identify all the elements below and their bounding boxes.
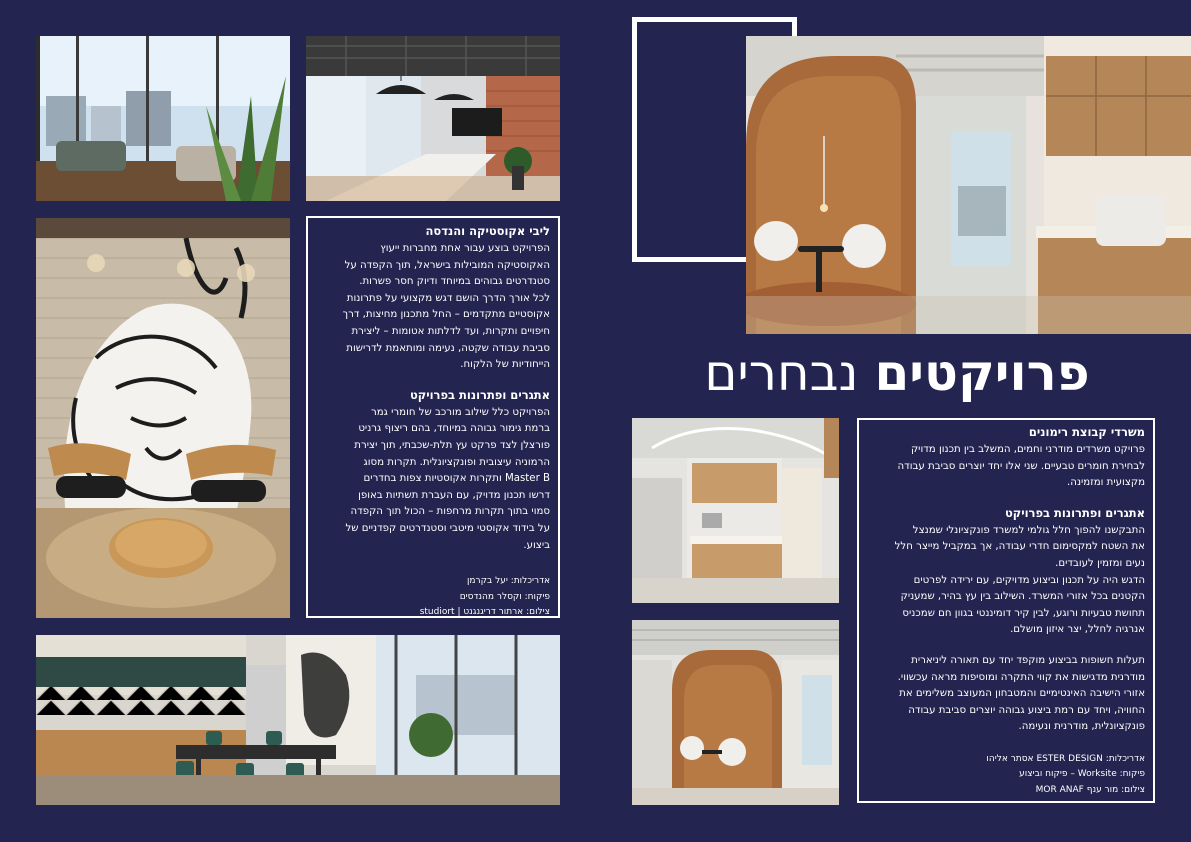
credit-line: אדריכלות: ESTER DESIGN אסתר אליהו <box>986 753 1145 764</box>
challenges-line: פורצלן לצד פרקט עץ תלת-שכבתי, תוך יצירת <box>354 439 550 451</box>
credit-line: צילום: ארתור דריגנגנט | studiort <box>419 607 550 618</box>
challenges-line: דרשו תכנון מדויק, עם העברת תשתיות באופן <box>358 489 550 501</box>
credits <box>867 752 1145 799</box>
challenges-line: הפרויקט כלל שילוב מורכב של חומרי גמר <box>371 406 550 418</box>
page-title <box>672 333 1122 413</box>
intro-line: סביבת עבודה שקטה, נעימה ומותאמת לדרישות <box>346 342 550 354</box>
intro-line: סטנדרטים גבוהים במיוחד ודיוק חסר פשרות. <box>359 276 550 288</box>
challenges-line: סמוי בתוך תקרות מרחפות – הכול תוך הקפדה <box>350 506 550 518</box>
challenges-heading: אתגרים ופתרונות בפרויקט <box>1004 505 1145 520</box>
challenges-line: את השטח למקסימום חדרי עבודה, אך במקביל מייצר חלל <box>894 541 1145 553</box>
credit-line: פיקוח: וקסלר מהנדסים <box>459 591 550 602</box>
intro-line: לבחירת חומרים טבעיים. שני אלו יחד יוצרים סביבת עבודה <box>897 460 1145 472</box>
intro-line: הייחודיות של הלקוח. <box>460 359 550 371</box>
credit-line: פיקוח: Worksite – פיקוח וביצוע <box>1019 769 1145 780</box>
challenges-line: הרמוניה עיצובית ופונקציונלית. תקרות מסוג <box>363 456 550 468</box>
challenges-line: תחושת טבעיות ורוגע, לבין קיר דומיננטי בגוון חם שמכניס <box>902 607 1145 619</box>
challenges-line: נעים ומזמין לעובדים. <box>1055 557 1145 569</box>
challenges-line: התבקשנו להפוך חלל גולמי למשרד פונקציונלי שמנצל <box>912 524 1145 536</box>
challenges-line: ברמת גימור גבוהה במיוחד, בהם ריצוף גרניט <box>358 423 550 435</box>
credits <box>316 574 550 621</box>
credit-line: צילום: מור ענף MOR ANAF <box>1035 784 1145 795</box>
photo-booth <box>632 620 839 805</box>
challenges-heading: אתגרים ופתרונות בפרויקט <box>409 387 550 402</box>
photo-lounge-window <box>36 36 290 201</box>
extra-line: תעלות חשופות בביצוע מוקפד יחד עם תאורה ליניארית <box>911 654 1145 666</box>
challenges-line: ביצוע. <box>523 539 550 551</box>
project-rimonim-textbox <box>857 418 1155 803</box>
intro-line: חיפויים ותקרות, ועד לדלתות אטומות – ליצירת <box>351 325 550 337</box>
challenges-line: הדגש היה על תכנון וביצוע מדויקים, עם ירידה לפרטים <box>913 574 1145 586</box>
extra-line: אזורי הישיבה האינטימיים והמטבחון המעוצב משלימים את <box>899 688 1145 700</box>
photo-booth-corridor <box>746 36 1191 334</box>
extra-line: החוויה, ויחד עם רמת ביצוע גבוהה יוצרים סביבת עבודה <box>908 704 1145 716</box>
project-libi-textbox <box>306 216 560 618</box>
credit-line: אדריכלות: יעל בקרמן <box>466 576 550 587</box>
challenges-line: הקטנים בכל אזורי המשרד. השילוב בין עץ בהיר, שמעניק <box>900 591 1145 603</box>
intro-line: מקצועית ומזמינה. <box>1067 477 1145 489</box>
challenges-line: אנרגיה לחלל, יצר איזון מושלם. <box>1010 624 1145 636</box>
intro-line: הפרויקט בוצע עבור אחת מחברות ייעוץ <box>380 243 550 254</box>
photo-kitchen-dining <box>36 635 560 805</box>
title-bold: פרויקטים <box>874 344 1090 402</box>
intro-line: פרויקט משרדים מודרני וחמים, המשלב בין תכנון מדויק <box>910 444 1145 455</box>
project-heading: משרדי קבוצת רימונים <box>1028 425 1145 439</box>
photo-kitchenette <box>632 418 839 603</box>
challenges-line: על בידוד אקוסטי מיטבי וסטנדרטים קפדניים של <box>345 522 550 534</box>
intro-line: לכל אורך הדרך הושם דגש מקצועי על פתרונות <box>346 292 550 304</box>
photo-mural-lounge <box>36 218 290 618</box>
title-light: נבחרים <box>704 344 859 402</box>
extra-line: פונקציונלית, מודרנית ונעימה. <box>1018 721 1145 733</box>
extra-line: מודרנית מדגישות את קווי התקרה ומוסיפות מראה עכשווי. <box>897 671 1145 683</box>
photo-meeting-room <box>306 36 560 201</box>
challenges-line: Master B ותקרות אקוסטיות צפות בחדרים <box>363 473 550 485</box>
project-heading: ליבי אקוסטיקה והנדסה <box>425 224 550 238</box>
intro-line: אקוסטיים מתקדמים – החל מתכנון מחיצות, דרך <box>342 309 550 321</box>
intro-line: האקוסטיקה המובילות בישראל, תוך הקפדה על <box>344 259 550 271</box>
